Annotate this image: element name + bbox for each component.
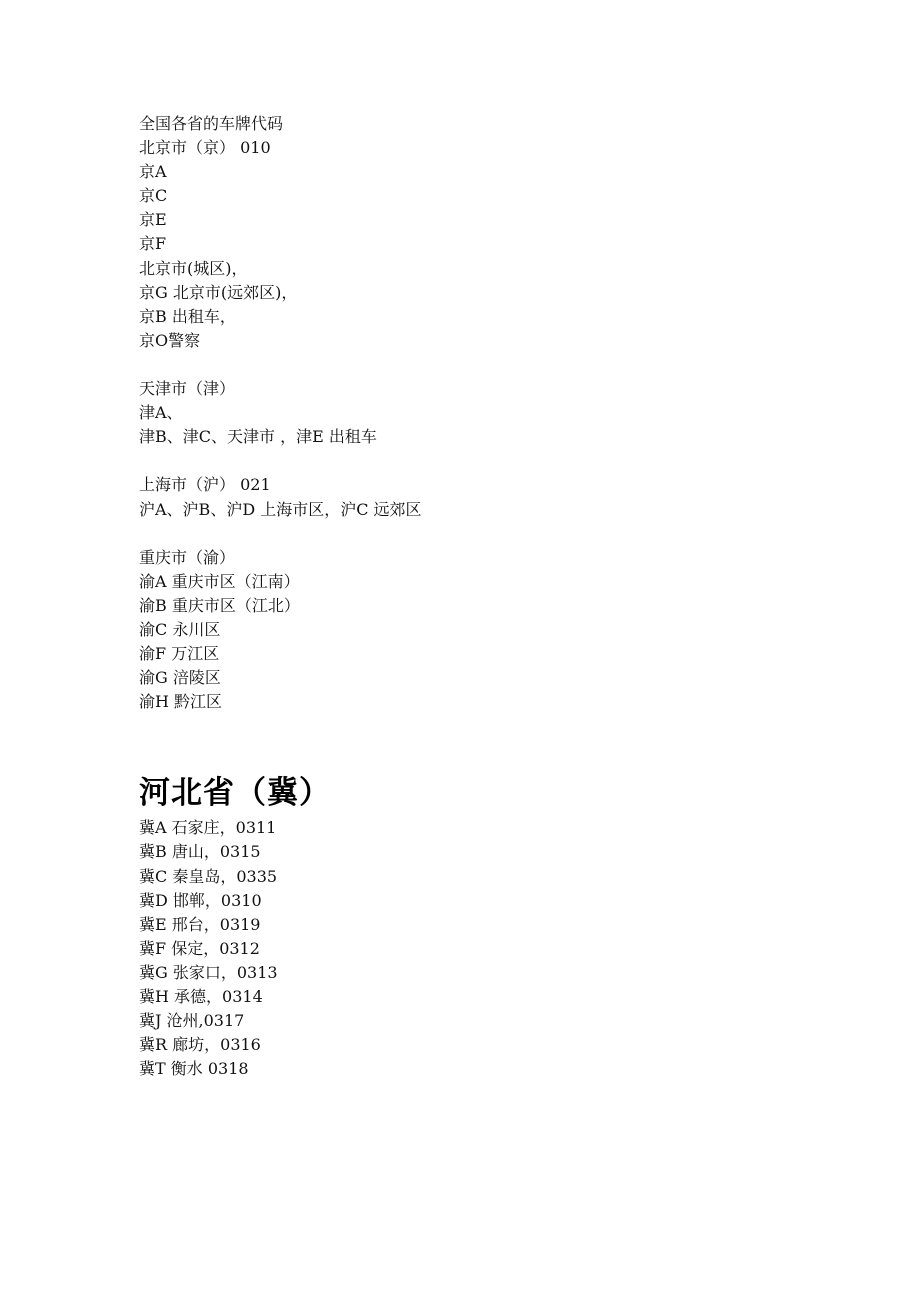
hebei-line: 冀H 承德，0314	[139, 987, 263, 1006]
spacer	[139, 714, 839, 772]
hebei-line: 冀C 秦皇岛，0335	[139, 866, 278, 886]
tianjin-header: 天津市（津）	[139, 379, 236, 399]
hebei-line: 冀E 邢台，0319	[139, 914, 261, 934]
hebei-line: 冀T 衡水 0318	[139, 1059, 249, 1079]
beijing-line: 北京市(城区)，	[139, 258, 248, 278]
hebei-line: 冀G 张家口，0313	[139, 962, 278, 982]
beijing-line: 京G 北京市(远郊区)，	[139, 282, 298, 302]
tianjin-line: 津A、	[139, 403, 183, 423]
hebei-line: 冀F 保定，0312	[139, 938, 260, 958]
beijing-line: 京B 出租车，	[139, 306, 236, 326]
hebei-line: 冀D 邯郸，0310	[139, 890, 262, 910]
spacer	[139, 522, 839, 546]
chongqing-line: 渝G 涪陵区	[139, 668, 221, 688]
beijing-line: 京E	[139, 210, 167, 230]
hebei-line: 冀B 唐山，0315	[139, 842, 261, 862]
document-body	[139, 112, 839, 1081]
hebei-heading: 河北省（冀）	[139, 775, 331, 812]
shanghai-header: 上海市（沪） 021	[139, 475, 271, 495]
beijing-line: 京O警察	[139, 330, 201, 350]
beijing-line: 京C	[139, 186, 168, 206]
spacer	[139, 449, 839, 473]
tianjin-line: 津B、津C、天津市 ，津E 出租车	[139, 427, 377, 447]
section-hebei	[139, 772, 839, 1081]
beijing-line: 京A	[139, 162, 167, 182]
chongqing-line: 渝B 重庆市区（江北）	[139, 595, 300, 615]
document-title: 全国各省的车牌代码	[139, 114, 284, 133]
hebei-line: 冀A 石家庄，0311	[139, 818, 277, 838]
section-beijing	[139, 136, 839, 353]
shanghai-line: 沪A、沪B、沪D 上海市区，沪C 远郊区	[139, 499, 422, 519]
beijing-line: 京F	[139, 234, 167, 254]
beijing-header: 北京市（京） 010	[139, 138, 271, 158]
section-shanghai	[139, 473, 839, 521]
section-tianjin	[139, 377, 839, 449]
chongqing-header: 重庆市（渝）	[139, 547, 236, 567]
spacer	[139, 353, 839, 377]
chongqing-line: 渝F 万江区	[139, 644, 220, 664]
hebei-line: 冀R 廊坊，0316	[139, 1035, 261, 1055]
section-chongqing	[139, 546, 839, 715]
chongqing-line: 渝H 黔江区	[139, 692, 223, 712]
chongqing-line: 渝C 永川区	[139, 619, 221, 639]
chongqing-line: 渝A 重庆市区（江南）	[139, 571, 300, 591]
hebei-line: 冀J 沧州,0317	[139, 1011, 245, 1031]
